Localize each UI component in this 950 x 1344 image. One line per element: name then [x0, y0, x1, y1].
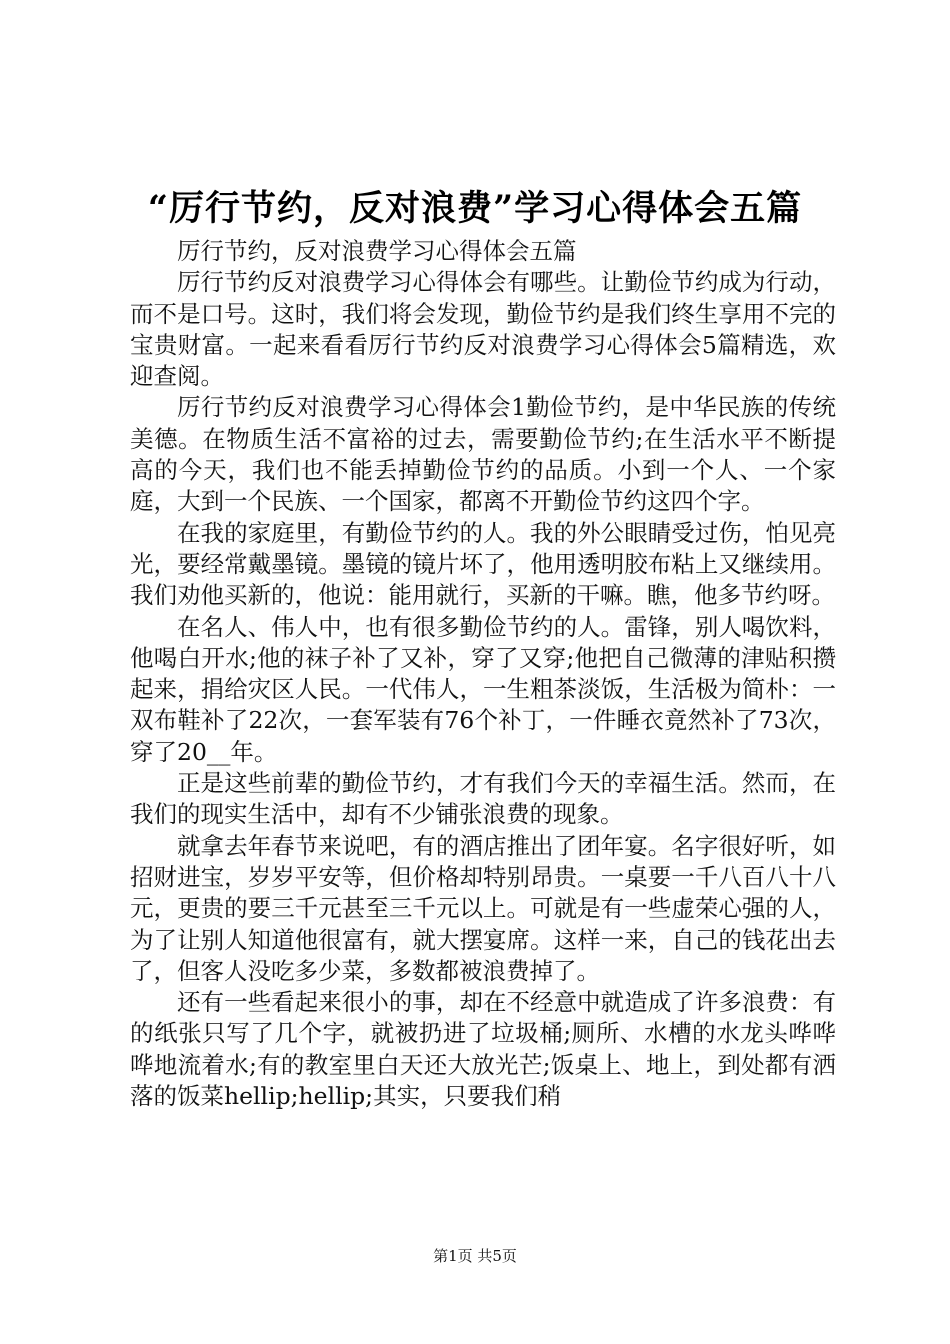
- paragraph: 在名人、伟人中，也有很多勤俭节约的人。雷锋，别人喝饮料，他喝白开水;他的袜子补了又补，穿了又穿;他把自己微薄的津贴积攒起来，捐给灾区人民。一代伟人，一生粗茶淡饭，生活极为简朴：一双布鞋补了22次，一套军装有76个补丁，一件睡衣竟然补了73次，穿了20__年。: [130, 612, 836, 766]
- paragraph: 在我的家庭里，有勤俭节约的人。我的外公眼睛受过伤，怕见亮光，要经常戴墨镜。墨镜的镜片坏了，他用透明胶布粘上又继续用。我们劝他买新的，他说：能用就行，买新的干嘛。瞧，他多节约呀。: [130, 518, 836, 610]
- paragraph: 就拿去年春节来说吧，有的酒店推出了团年宴。名字很好听，如招财进宝，岁岁平安等，但价格却特别昂贵。一桌要一千八百八十八元，更贵的要三千元甚至三千元以上。可就是有一些虚荣心强的人，为了让别人知道他很富有，就大摆宴席。这样一来，自己的钱花出去了，但客人没吃多少菜，多数都被浪费掉了。: [130, 831, 836, 985]
- paragraph: 正是这些前辈的勤俭节约，才有我们今天的幸福生活。然而，在我们的现实生活中，却有不少铺张浪费的现象。: [130, 769, 836, 829]
- paragraph: 厉行节约反对浪费学习心得体会1勤俭节约，是中华民族的传统美德。在物质生活不富裕的过去，需要勤俭节约;在生活水平不断提高的今天，我们也不能丢掉勤俭节约的品质。小到一个人、一个家庭，大到一个民族、一个国家，都离不开勤俭节约这四个字。: [130, 393, 836, 516]
- paragraph: 厉行节约反对浪费学习心得体会有哪些。让勤俭节约成为行动，而不是口号。这时，我们将会发现，勤俭节约是我们终生享用不完的宝贵财富。一起来看看厉行节约反对浪费学习心得体会5篇精选，欢迎查阅。: [130, 268, 836, 391]
- paragraph: 还有一些看起来很小的事，却在不经意中就造成了许多浪费：有的纸张只写了几个字，就被扔进了垃圾桶;厕所、水槽的水龙头哗哗哗地流着水;有的教室里白天还大放光芒;饭桌上、地上，到处都有洒落的饭菜hellip;hellip;其实，只要我们稍: [130, 988, 836, 1111]
- document-body: [130, 236, 836, 1112]
- page-number-footer: 第1页 共5页: [433, 1247, 517, 1265]
- paragraph: 厉行节约，反对浪费学习心得体会五篇: [177, 237, 577, 265]
- document-title: “厉行节约，反对浪费”学习心得体会五篇: [147, 188, 803, 229]
